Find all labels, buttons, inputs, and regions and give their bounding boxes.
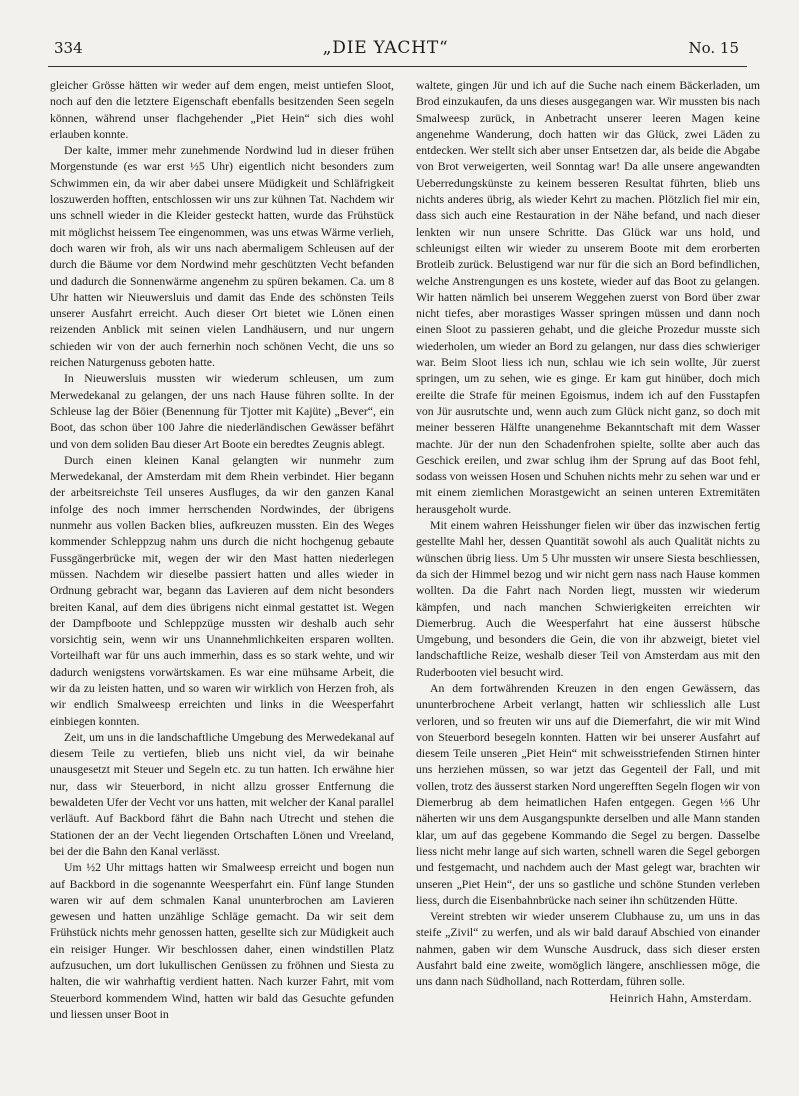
page-header — [54, 38, 739, 64]
header-divider — [48, 66, 747, 67]
paragraph: Mit einem wahren Heisshunger fielen wir über das inzwischen fertig gestellte Mahl her, dessen Quantität sowohl als auch Qualität nichts zu wünschen übrig liess. Um 5 Uhr mussten wir unsere Siesta beschliessen, da sich der Himmel bezog und wir nicht gern nass nach Hause kommen wollten. Da die Fahrt nach Norden liegt, mussten wir wiederum kämpfen, und nach manchen Schwierigkeiten erreichten wir Diemerbrug. Auch die Weesperfahrt hat eine äusserst hübsche Umgebung, und besonders die Gein, die von ihr abzweigt, bietet viel landschaftliche Reize, weshalb dieser Teil von Amsterdam aus mit den Ruderbooten viel besucht wird. — [416, 519, 760, 679]
right-column — [416, 78, 760, 1007]
paragraph: Zeit, um uns in die landschaftliche Umgebung des Merwedekanal auf diesem Teile zu vertiefen, blieb uns nicht viel, da wir beinahe unausgesetzt mit Steuer und Segeln etc. zu tun hatten. Ich erwähne hier nur, dass wir Steuerbord, in nicht allzu grosser Entfernung die bewaldeten Ufer der Vecht vor uns hatten, mit welcher der Kanal parallel verläuft. Auf Backbord fährt die Bahn nach Utrecht und stehen die Stationen der an der Vecht liegenden Ortschaften Lönen und Vreeland, bei der die Bahn den Kanal verlässt. — [50, 730, 394, 858]
paragraph: Der kalte, immer mehr zunehmende Nordwind lud in dieser frühen Morgenstunde (es war erst ½5 Uhr) eigentlich nicht besonders zum Schwimmen ein, da wir aber dabei unsere Müdigkeit und Schläfrigkeit loszuwerden hofften, entschlossen wir uns zur kühnen Tat. Nachdem wir uns schnell wieder in die Kleider gesteckt hatten, wurde das Frühstück mit möglichst heissem Tee eingenommen, was uns etwas Wärme verlieh, doch waren wir froh, als wir uns nach abermaligem Schleusen auf der durch die Bäume vor dem Nordwind mehr geschützten Vecht befanden und dadurch die Sonnenwärme angenehm zu spüren bekamen. Ca. um 8 Uhr hatten wir Nieuwersluis und damit das Ende des schönsten Teils unserer Ausfahrt erreicht. Auch dieser Ort bietet wie Lönen einen reizenden Anblick mit seinen vielen Landhäusern, und nur ungern schieden wir von der auch fernerhin noch schönen Vecht, die uns so reichen Naturgenuss geboten hatte. — [50, 144, 394, 370]
journal-title: „DIE YACHT“ — [322, 38, 449, 58]
paragraph: In Nieuwersluis mussten wir wiederum schleusen, um zum Merwedekanal zu gelangen, der uns nach Hause führen sollte. In der Schleuse lag der Böier (Benennung für Tjotter mit Kajüte) „Bever“, ein Boot, das schon über 100 Jahre die niederländischen Gewässer befährt und von dem soliden Bau dieser Art Boote ein beredtes Zeugnis ablegt. — [50, 372, 394, 451]
author-signature: Heinrich Hahn, Amsterdam. — [609, 991, 752, 1005]
paragraph: Durch einen kleinen Kanal gelangten wir nunmehr zum Merwedekanal, der Amsterdam mit dem Rhein verbindet. Hier begann der arbeitsreichste Teil unseres Ausfluges, da wir den ganzen Kanal infolge des noch immer herrschenden Nordwindes, der übrigens nunmehr aus vollen Backen blies, aufkreuzen mussten. Ein des Weges kommender Schleppzug nahm uns durch die nicht hochgenug gebaute Fussgängerbrücke mit, wegen der wir den Mast hatten niederlegen müssen. Nachdem wir dieselbe passiert hatten und alles wieder in Ordnung gebracht war, begann das Lavieren auf dem nicht besonders breiten Kanal, auf dem dies übrigens nicht einmal gestattet ist. Wegen der Dampfboote und Schleppzüge mussten wir deshalb auch sehr vorsichtig sein, wenn wir uns Unannehmlichkeiten ersparen wollten. Vorteilhaft war für uns auch immerhin, dass es so stark wehte, und wir dadurch wenigstens vorwärtskamen. Es war eine mühsame Arbeit, die wir da zu leisten hatten, und so waren wir wirklich von Herzen froh, als wir endlich Smalweesp erreichten und links in die Weesperfahrt einbiegen konnten. — [50, 453, 394, 728]
paragraph: Vereint strebten wir wieder unserem Clubhause zu, um uns in das steife „Zivil“ zu werfen, und als wir bald darauf Abschied von einander nahmen, gaben wir dem Wunsche Ausdruck, dass sich dieser ersten Ausfahrt bald eine zweite, womöglich längere, anschliessen möge, die uns dann nach Südholland, nach Rotterdam, führen solle. — [416, 910, 760, 989]
paragraph: gleicher Grösse hätten wir weder auf dem engen, meist untiefen Sloot, noch auf den die letztere Eigenschaft ebenfalls besitzenden Seen segeln können, während unser flachgehender „Piet Hein“ sich dies wohl erlauben konnte. — [50, 79, 394, 141]
page-number: 334 — [54, 39, 83, 57]
paragraph: waltete, gingen Jür und ich auf die Suche nach einem Bäckerladen, um Brod einzukaufen, da uns dieses ausgegangen war. Wir mussten bis nach Smalweesp zurück, in Anbetracht unserer leeren Magen keine angenehme Wanderung, doch hatten wir das Glück, zwei Läden zu entdecken. Wer stellt sich aber unser Entsetzen dar, als beide die Abgabe von Brot verweigerten, weil Sonntag war! Da alle unsere angewandten Ueberredungskünste zu keinem besseren Resultat führten, blieb uns nichts anderes übrig, als wieder Kehrt zu machen. Plötzlich fiel mir ein, dass sich auch eine Restauration in der Nähe befand, und nach dieser lenkten wir nun unsere Schritte. Das Glück war uns hold, und schleunigst eilten wir wieder zu unserem Boote mit dem erorberten Brotleib zurück. Belustigend war nur für die sich an Bord befindlichen, welche Anstrengungen es uns kostete, wieder auf das Boot zu gelangen. Wir hatten nämlich bei unserem Weggehen zuerst von Bord über zwar nicht tiefes, aber morastiges Wasser springen müssen und dann noch einen Sloot zu passieren gehabt, und die gleiche Prozedur musste sich wiederholen, um wieder an Bord zu gelangen, nur dass dies schwieriger war. Beim Sloot liess ich nun, schlau wie ich sein wollte, Jür zuerst springen, um zu sehen, wie es ginge. Er kam gut hinüber, doch mich ereilte die Strafe für meinen Egoismus, indem ich auf den Fusstapfen von Jür ausrutschte und, wenn auch zum Glück nicht ganz, so doch mit meiner besseren Hälfte unangenehme Bekanntschaft mit dem Wasser machte. Jür der nun den Schadenfrohen spielte, sollte aber auch das Geschick ereilen, und zwar schlug ihm der Sprung auf das Boot fehl, sodass von weissen Hosen und Schuhen nichts mehr zu sehen war und er mit einem ziemlichen Morastgewicht an seinen unteren Extremitäten herausgeholt wurde. — [416, 79, 760, 516]
paragraph: Um ½2 Uhr mittags hatten wir Smalweesp erreicht und bogen nun auf Backbord in die sogenannte Weesperfahrt ein. Fünf lange Stunden waren wir auf dem schmalen Kanal ununterbrochen am Lavieren gewesen und hatten unzählige Schläge gemacht. Da wir seit dem Frühstück nichts mehr genossen hatten, gesellte sich zur Müdigkeit auch ein reisiger Hunger. Wir beschlossen daher, einen windstillen Platz aufzusuchen, um dort lukullischen Genüssen zu fröhnen und Siesta zu halten, die wir wahrhaftig verdient hatten. Nach kurzer Fahrt, mit vom Steuerbord kommendem Wind, hatten wir bald das Gesuchte gefunden und liessen unser Boot in — [50, 861, 394, 1021]
paragraph: An dem fortwährenden Kreuzen in den engen Gewässern, das ununterbrochene Arbeit verlangt, hatten wir schliesslich alle Lust verloren, und so freuten wir uns auf die Diemerfahrt, die wir mit Wind von Steuerbord besegeln konnten. Hatten wir bei unserer Ausfahrt auf diesem Teile unseren „Piet Hein“ mit schweisstriefenden Stirnen hinter uns herziehen müssen, so war jetzt das Gegenteil der Fall, und mit vollen, trotz des äusserst starken Nord ungerefften Segeln flogen wir von Diemerbrug ab dem heimatlichen Hafen entgegen. Gegen ½6 Uhr näherten wir uns dem Ausgangspunkte derselben und alle Mann standen klar, um auf das gegebene Kommando die Segel zu bergen. Dasselbe liess nicht mehr lange auf sich warten, schnell waren die Segel geborgen und festgemacht, und nachdem auch der Mast gelegt war, brachten wir unseren „Piet Hein“, der uns so gastliche und schöne Stunden verleben liess, durch die Eisenbahnbrücke nach seiner ihn schützenden Hütte. — [416, 681, 760, 907]
left-column — [50, 78, 394, 1023]
issue-number: No. 15 — [688, 39, 739, 57]
